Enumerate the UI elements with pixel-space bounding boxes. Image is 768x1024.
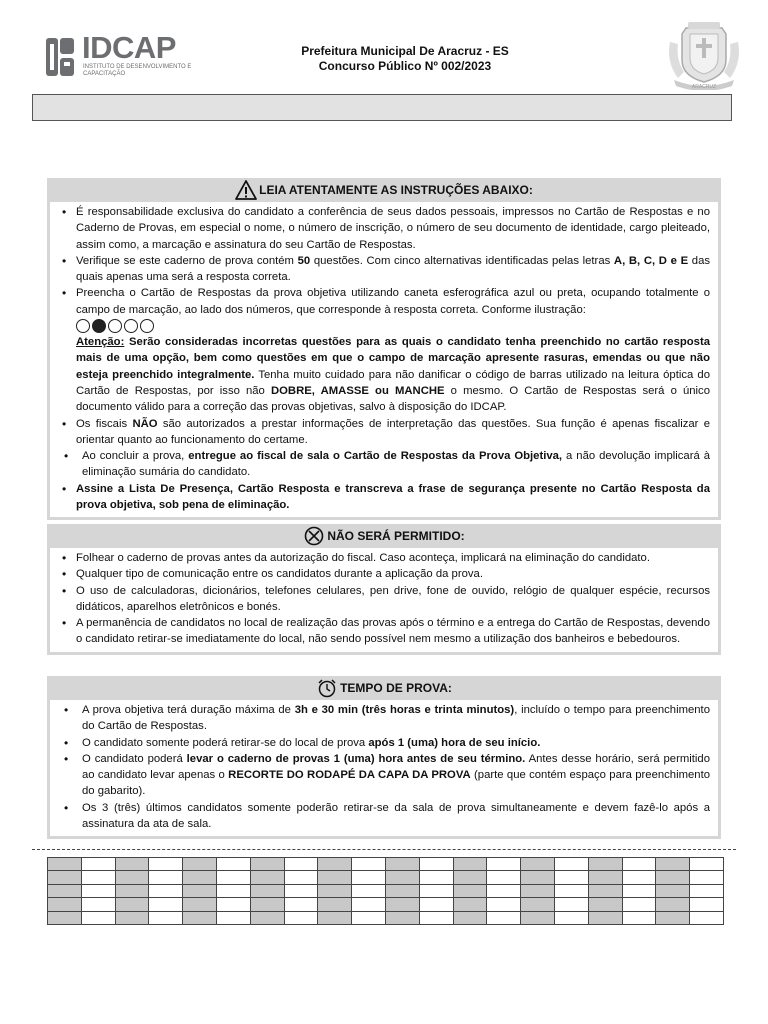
question-number-cell bbox=[250, 858, 284, 871]
question-number-cell bbox=[183, 871, 217, 884]
answer-cell bbox=[352, 884, 386, 897]
instruction-item: • Assine a Lista De Presença, Cartão Resposta e transcreva a frase de segurança presente no Cartão Resposta da prova objetiva, sob pena de eliminação. bbox=[58, 481, 710, 514]
not-allowed-body bbox=[50, 548, 718, 652]
question-number-cell bbox=[588, 911, 622, 924]
not-allowed-heading: NÃO SERÁ PERMITIDO: bbox=[327, 529, 465, 543]
answer-cell bbox=[284, 911, 318, 924]
question-number-cell bbox=[656, 858, 690, 871]
question-number-cell bbox=[250, 911, 284, 924]
instruction-item: • Ao concluir a prova, entregue ao fiscal de sala o Cartão de Respostas da Prova Objetiva, a não devolução implicará à eliminação sumária do candidato. bbox=[58, 448, 710, 481]
question-number-cell bbox=[318, 871, 352, 884]
answer-cell bbox=[554, 884, 588, 897]
empty-bubble bbox=[108, 319, 122, 333]
question-number-cell bbox=[521, 911, 555, 924]
page-title bbox=[250, 44, 560, 74]
question-number-cell bbox=[588, 871, 622, 884]
question-number-cell bbox=[183, 898, 217, 911]
instructions-header bbox=[50, 178, 718, 202]
answer-cell bbox=[149, 858, 183, 871]
time-item: • A prova objetiva terá duração máxima de 3h e 30 min (três horas e trinta minutos), incluído o tempo para preenchimento do Cartão de Respostas. bbox=[58, 702, 710, 735]
question-number-cell bbox=[385, 858, 419, 871]
exam-time-heading: TEMPO DE PROVA: bbox=[340, 681, 452, 695]
answer-cell bbox=[216, 911, 250, 924]
answer-cell bbox=[622, 898, 656, 911]
question-number-cell bbox=[115, 871, 149, 884]
question-number-cell bbox=[588, 884, 622, 897]
not-allowed-item: • O uso de calculadoras, dicionários, telefones celulares, pen drive, fone de ouvido, relógio de qualquer espécie, recursos didáticos, aparelhos eletrônicos e bonés. bbox=[58, 583, 710, 616]
question-number-cell bbox=[48, 884, 82, 897]
empty-bubble bbox=[140, 319, 154, 333]
answer-cell bbox=[352, 898, 386, 911]
question-number-cell bbox=[521, 884, 555, 897]
title-line-1: Prefeitura Municipal De Aracruz - ES bbox=[301, 44, 509, 58]
question-number-cell bbox=[318, 898, 352, 911]
answer-cell bbox=[284, 884, 318, 897]
answer-cell bbox=[284, 871, 318, 884]
answer-cell bbox=[149, 898, 183, 911]
not-allowed-item: • Folhear o caderno de provas antes da autorização do fiscal. Caso aconteça, implicará na eliminação do candidato. bbox=[58, 550, 710, 566]
not-allowed-header bbox=[50, 524, 718, 548]
page-header bbox=[0, 0, 768, 92]
answer-cell bbox=[690, 911, 724, 924]
answer-cell bbox=[690, 884, 724, 897]
answer-cell bbox=[216, 898, 250, 911]
question-number-cell bbox=[656, 871, 690, 884]
question-number-cell bbox=[115, 898, 149, 911]
answer-key-row bbox=[48, 898, 724, 911]
question-number-cell bbox=[48, 898, 82, 911]
question-number-cell bbox=[521, 871, 555, 884]
title-line-2: Concurso Público Nº 002/2023 bbox=[318, 59, 492, 73]
instruction-item: • Os fiscais NÃO são autorizados a prestar informações de interpretação das questões. Sua função é apenas fiscalizar e orientar quanto ao funcionamento do certame. bbox=[58, 416, 710, 449]
instruction-item: • É responsabilidade exclusiva do candidato a conferência de seus dados pessoais, impressos no Cartão de Respostas e no Caderno de Provas, em especial o nome, o número de inscrição, o número de seu documento de identidade, cargo pleiteado, assim como, a marcação e assinatura do seu Cartão de Respostas. bbox=[58, 204, 710, 253]
answer-cell bbox=[81, 858, 115, 871]
exam-time-panel bbox=[47, 676, 721, 839]
question-number-cell bbox=[318, 911, 352, 924]
instruction-item: • Preencha o Cartão de Respostas da prova objetiva utilizando caneta esferográfica azul ou preta, ocupando totalmente o campo de marcação, ao lado dos números, que corresponde à resposta correta. Conforme ilustração: Atenção: Serão consideradas incorretas questões para as quais o candidato tenha preenchido no cartão resposta mais de uma opção, bem como questões em que o campo de marcação apresente rasuras, emendas ou que não esteja preenchido integralmente. Tenha muito cuidado para não danificar o código de barras utilizado na leitura óptica do Cartão de Respostas, por isso não DOBRE, AMASSE ou MANCHE o mesmo. O Cartão de Respostas será o único documento válido para a correção das provas objetivas, salvo à disposição do IDCAP. bbox=[58, 285, 710, 415]
answer-cell bbox=[284, 898, 318, 911]
answer-cell bbox=[284, 858, 318, 871]
answer-key-grid bbox=[47, 857, 724, 925]
time-item: • Os 3 (três) últimos candidatos somente poderão retirar-se da sala de prova simultaneamente e devem fazê-lo após a assinatura da ata de sala. bbox=[58, 800, 710, 833]
answer-cell bbox=[352, 858, 386, 871]
exam-time-body bbox=[50, 700, 718, 836]
time-item: • O candidato somente poderá retirar-se do local de prova após 1 (uma) hora de seu início. bbox=[58, 735, 710, 751]
answer-key-row bbox=[48, 871, 724, 884]
question-number-cell bbox=[385, 884, 419, 897]
answer-cell bbox=[81, 898, 115, 911]
answer-cell bbox=[419, 884, 453, 897]
answer-bubbles-illustration bbox=[76, 318, 710, 334]
question-number-cell bbox=[48, 858, 82, 871]
question-number-cell bbox=[385, 898, 419, 911]
answer-key-row bbox=[48, 911, 724, 924]
instructions-heading: LEIA ATENTAMENTE AS INSTRUÇÕES ABAIXO: bbox=[259, 183, 533, 197]
answer-cell bbox=[419, 898, 453, 911]
question-number-cell bbox=[656, 898, 690, 911]
question-number-cell bbox=[385, 911, 419, 924]
question-number-cell bbox=[183, 858, 217, 871]
question-number-cell bbox=[656, 911, 690, 924]
question-number-cell bbox=[588, 858, 622, 871]
answer-cell bbox=[81, 911, 115, 924]
question-number-cell bbox=[250, 898, 284, 911]
answer-cell bbox=[554, 911, 588, 924]
not-allowed-panel bbox=[47, 524, 721, 655]
question-number-cell bbox=[250, 884, 284, 897]
not-allowed-item: • Qualquer tipo de comunicação entre os candidatos durante a aplicação da prova. bbox=[58, 566, 710, 582]
question-number-cell bbox=[318, 858, 352, 871]
answer-cell bbox=[487, 898, 521, 911]
empty-bubble bbox=[124, 319, 138, 333]
aracruz-crest-icon bbox=[664, 22, 744, 90]
logo-subtitle: INSTITUTO DE DESENVOLVIMENTO E CAPACITAÇÃO bbox=[83, 64, 192, 77]
question-number-cell bbox=[453, 898, 487, 911]
answer-cell bbox=[487, 858, 521, 871]
instructions-panel bbox=[47, 178, 721, 520]
question-number-cell bbox=[453, 858, 487, 871]
answer-cell bbox=[216, 858, 250, 871]
answer-cell bbox=[487, 911, 521, 924]
logo-text: IDCAP bbox=[82, 30, 176, 65]
answer-key-row bbox=[48, 884, 724, 897]
question-number-cell bbox=[250, 871, 284, 884]
instruction-item: • Verifique se este caderno de prova contém 50 questões. Com cinco alternativas identificadas pelas letras A, B, C, D e E das quais apenas uma será a resposta correta. bbox=[58, 253, 710, 286]
idcap-logo bbox=[44, 30, 194, 80]
not-allowed-item: • A permanência de candidatos no local de realização das provas após o término e a entrega do Cartão de Respostas, devendo o candidato retirar-se imediatamente do local, não sendo possível nem mesmo a utilização dos banheiros e bebedouros. bbox=[58, 615, 710, 648]
answer-cell bbox=[622, 884, 656, 897]
answer-cell bbox=[554, 898, 588, 911]
answer-cell bbox=[554, 858, 588, 871]
answer-cell bbox=[487, 871, 521, 884]
question-number-cell bbox=[115, 858, 149, 871]
question-number-cell bbox=[521, 898, 555, 911]
cut-line bbox=[32, 849, 736, 850]
crest-label: ARACRUZ bbox=[691, 84, 717, 90]
alarm-clock-icon bbox=[316, 678, 338, 698]
answer-cell bbox=[149, 911, 183, 924]
question-number-cell bbox=[183, 911, 217, 924]
answer-cell bbox=[419, 858, 453, 871]
answer-cell bbox=[690, 871, 724, 884]
question-number-cell bbox=[453, 911, 487, 924]
answer-cell bbox=[690, 858, 724, 871]
prohibited-icon bbox=[303, 526, 325, 546]
answer-cell bbox=[419, 871, 453, 884]
answer-cell bbox=[81, 871, 115, 884]
empty-bubble bbox=[76, 319, 90, 333]
filled-bubble bbox=[92, 319, 106, 333]
answer-cell bbox=[149, 884, 183, 897]
answer-cell bbox=[216, 871, 250, 884]
time-item: • O candidato poderá levar o caderno de provas 1 (uma) hora antes de seu término. Antes desse horário, será permitido ao candidato levar apenas o RECORTE DO RODAPÉ DA CAPA DA PROVA (parte que contém espaço para preenchimento do gabarito). bbox=[58, 751, 710, 800]
answer-cell bbox=[419, 911, 453, 924]
answer-cell bbox=[352, 911, 386, 924]
answer-cell bbox=[622, 911, 656, 924]
answer-cell bbox=[622, 858, 656, 871]
idcap-logo-icon bbox=[44, 34, 78, 78]
question-number-cell bbox=[453, 884, 487, 897]
question-number-cell bbox=[453, 871, 487, 884]
question-number-cell bbox=[588, 898, 622, 911]
question-number-cell bbox=[115, 911, 149, 924]
question-number-cell bbox=[48, 871, 82, 884]
answer-cell bbox=[352, 871, 386, 884]
question-number-cell bbox=[656, 884, 690, 897]
exam-time-header bbox=[50, 676, 718, 700]
question-number-cell bbox=[48, 911, 82, 924]
warning-icon bbox=[235, 180, 257, 200]
answer-cell bbox=[149, 871, 183, 884]
answer-cell bbox=[554, 871, 588, 884]
question-number-cell bbox=[183, 884, 217, 897]
answer-cell bbox=[622, 871, 656, 884]
candidate-info-box bbox=[32, 94, 732, 121]
answer-cell bbox=[690, 898, 724, 911]
answer-cell bbox=[81, 884, 115, 897]
question-number-cell bbox=[115, 884, 149, 897]
answer-cell bbox=[487, 884, 521, 897]
instructions-body bbox=[50, 202, 718, 517]
answer-cell bbox=[216, 884, 250, 897]
answer-key-row bbox=[48, 858, 724, 871]
question-number-cell bbox=[318, 884, 352, 897]
attention-note: Atenção: Serão consideradas incorretas questões para as quais o candidato tenha preenchido no cartão resposta mais de uma opção, bem como questões em que o campo de marcação apresente rasuras, emendas ou que não esteja preenchido integralmente. Tenha muito cuidado para não danificar o código de barras utilizado na leitura óptica do Cartão de Respostas, por isso não DOBRE, AMASSE ou MANCHE o mesmo. O Cartão de Respostas será o único documento válido para a correção das provas objetivas, salvo à disposição do IDCAP. bbox=[76, 336, 710, 414]
question-number-cell bbox=[521, 858, 555, 871]
question-number-cell bbox=[385, 871, 419, 884]
